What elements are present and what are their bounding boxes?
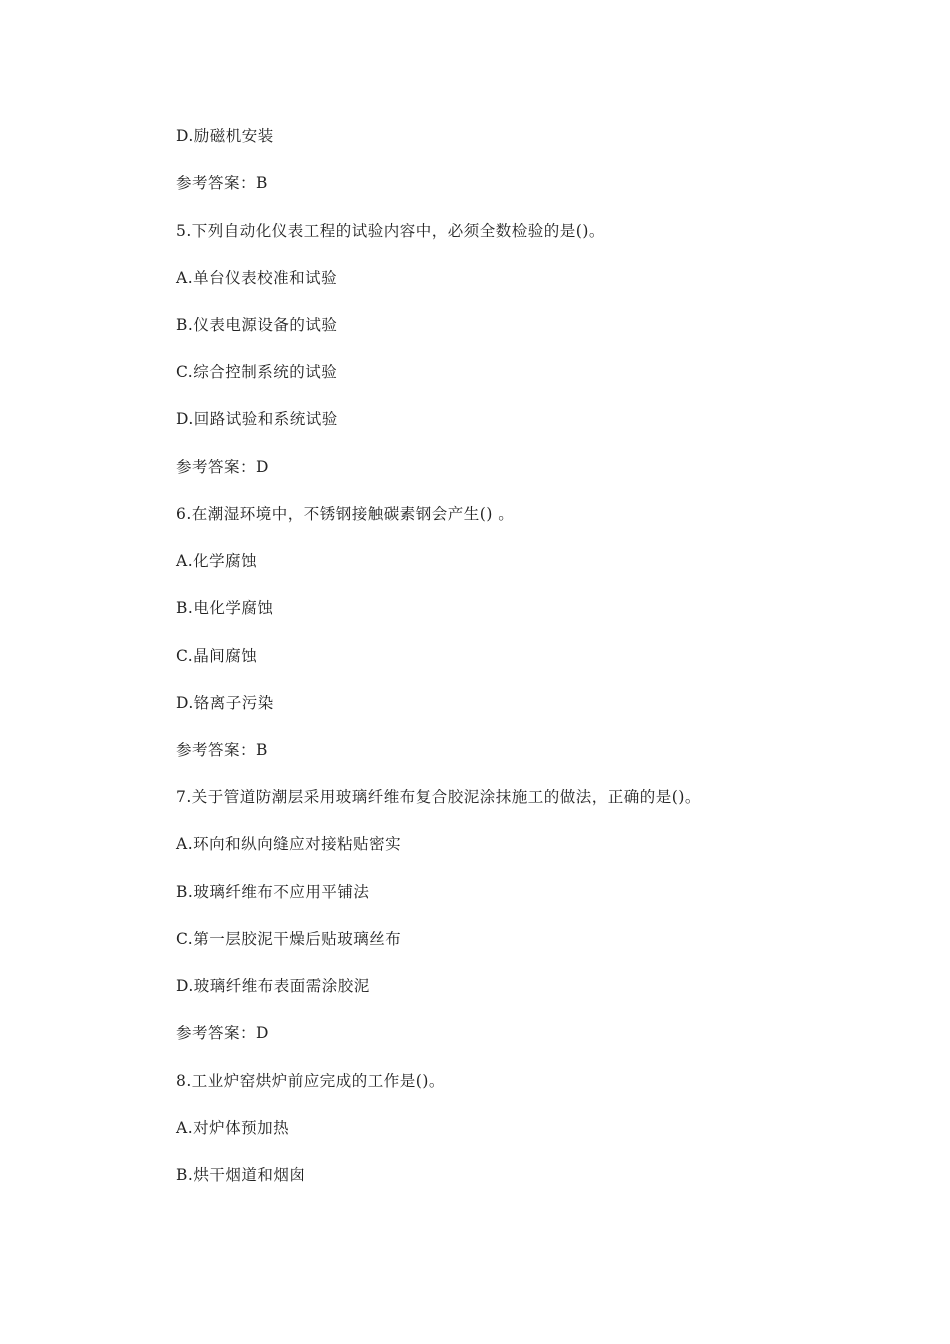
option-b-q8: B.烘干烟道和烟囱 bbox=[176, 1166, 306, 1184]
option-d-q5: D.回路试验和系统试验 bbox=[176, 410, 338, 428]
question-6: 6.在潮湿环境中，不锈钢接触碳素钢会产生() 。 bbox=[176, 505, 515, 523]
question-8: 8.工业炉窑烘炉前应完成的工作是()。 bbox=[176, 1072, 445, 1090]
option-b-q6: B.电化学腐蚀 bbox=[176, 599, 274, 617]
option-c-q6: C.晶间腐蚀 bbox=[176, 647, 258, 665]
question-7: 7.关于管道防潮层采用玻璃纤维布复合胶泥涂抹施工的做法，正确的是()。 bbox=[176, 788, 701, 806]
option-b-q5: B.仪表电源设备的试验 bbox=[176, 316, 338, 334]
option-c-q7: C.第一层胶泥干燥后贴玻璃丝布 bbox=[176, 930, 402, 948]
question-5: 5.下列自动化仪表工程的试验内容中，必须全数检验的是()。 bbox=[176, 222, 605, 240]
answer-q7: 参考答案：D bbox=[176, 1024, 269, 1042]
option-a-q6: A.化学腐蚀 bbox=[176, 552, 258, 570]
answer-q4: 参考答案：B bbox=[176, 174, 268, 192]
option-a-q7: A.环向和纵向缝应对接粘贴密实 bbox=[176, 835, 402, 853]
answer-q5: 参考答案：D bbox=[176, 458, 269, 476]
option-b-q7: B.玻璃纤维布不应用平铺法 bbox=[176, 883, 370, 901]
option-d-q4: D.励磁机安装 bbox=[176, 127, 274, 145]
option-d-q7: D.玻璃纤维布表面需涂胶泥 bbox=[176, 977, 370, 995]
option-c-q5: C.综合控制系统的试验 bbox=[176, 363, 338, 381]
option-a-q8: A.对炉体预加热 bbox=[176, 1119, 290, 1137]
option-d-q6: D.铬离子污染 bbox=[176, 694, 274, 712]
option-a-q5: A.单台仪表校准和试验 bbox=[176, 269, 338, 287]
answer-q6: 参考答案：B bbox=[176, 741, 268, 759]
